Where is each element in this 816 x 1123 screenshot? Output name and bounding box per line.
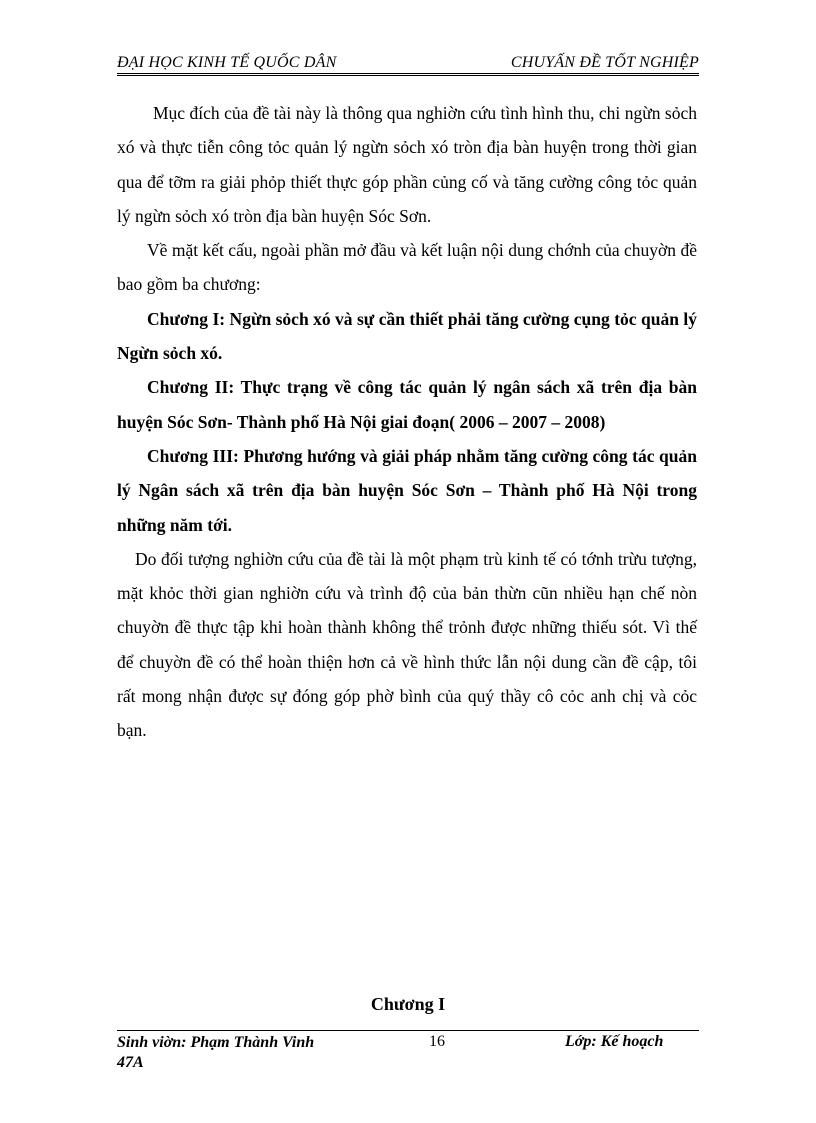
chapter-3-summary: Chương III: Phương hướng và giải pháp nhằm tăng cường công tác quản lý Ngân sách xã trên địa bàn huyện Sóc Sơn – Thành phố Hà Nội trong những năm tới. — [117, 445, 697, 535]
chapter-1-summary: Chương I: Ngừn sỏch xó và sự cần thiết phải tăng cường cụng tỏc quản lý Ngừn sỏch xó. — [117, 308, 697, 364]
footer-class: Lớp: Kế hoạch — [565, 1033, 664, 1050]
page-header — [117, 50, 699, 76]
chapter-2-summary: Chương II: Thực trạng về công tác quản lý ngân sách xã trên địa bàn huyện Sóc Sơn- Thành phố Hà Nội giai đoạn( 2006 – 2007 – 2008) — [117, 377, 697, 432]
footer-divider — [117, 1030, 699, 1031]
chapter-heading: Chương I — [370, 994, 446, 1014]
footer-student: Sinh viờn: Phạm Thành Vinh 47A — [117, 1034, 315, 1071]
header-document-type: CHUYẤN ĐỀ TỐT NGHIỆP — [510, 54, 699, 71]
paragraph-limitations: Do đối tượng nghiờn cứu của đề tài là một phạm trù kinh tế có tớnh trừu tượng, mặt khỏc thời gian nghiờn cứu và trình độ của bản thừn cũn nhiều hạn chế nòn chuyờn đề thực tập khi hoàn thành không thể trỏnh được những thiếu sót. Vì thế để chuyờn đề có thể hoàn thiện hơn cả về hình thức lẫn nội dung cần đề cập, tôi rất mong nhận được sự đóng góp phờ bình của quý thầy cô cỏc anh chị và cỏc bạn. — [117, 548, 697, 741]
header-university: ĐẠI HỌC KINH TẾ QUỐC DÂN — [117, 54, 337, 71]
paragraph-purpose: Mục đích của đề tài này là thông qua nghiờn cứu tình hình thu, chi ngừn sỏch xó và thực tiễn công tỏc quản lý ngừn sỏch xó tròn địa bàn huyện trong thời gian qua để tỡm ra giải phỏp thiết thực góp phần củng cố và tăng cường công tỏc quản lý ngừn sỏch xó tròn địa bàn huyện Sóc Sơn. — [117, 103, 697, 226]
paragraph-structure: Về mặt kết cấu, ngoài phần mở đầu và kết luận nội dung chớnh của chuyờn đề bao gồm ba chương: — [117, 240, 697, 295]
document-body — [117, 96, 697, 748]
page-number: 16 — [429, 1033, 445, 1050]
